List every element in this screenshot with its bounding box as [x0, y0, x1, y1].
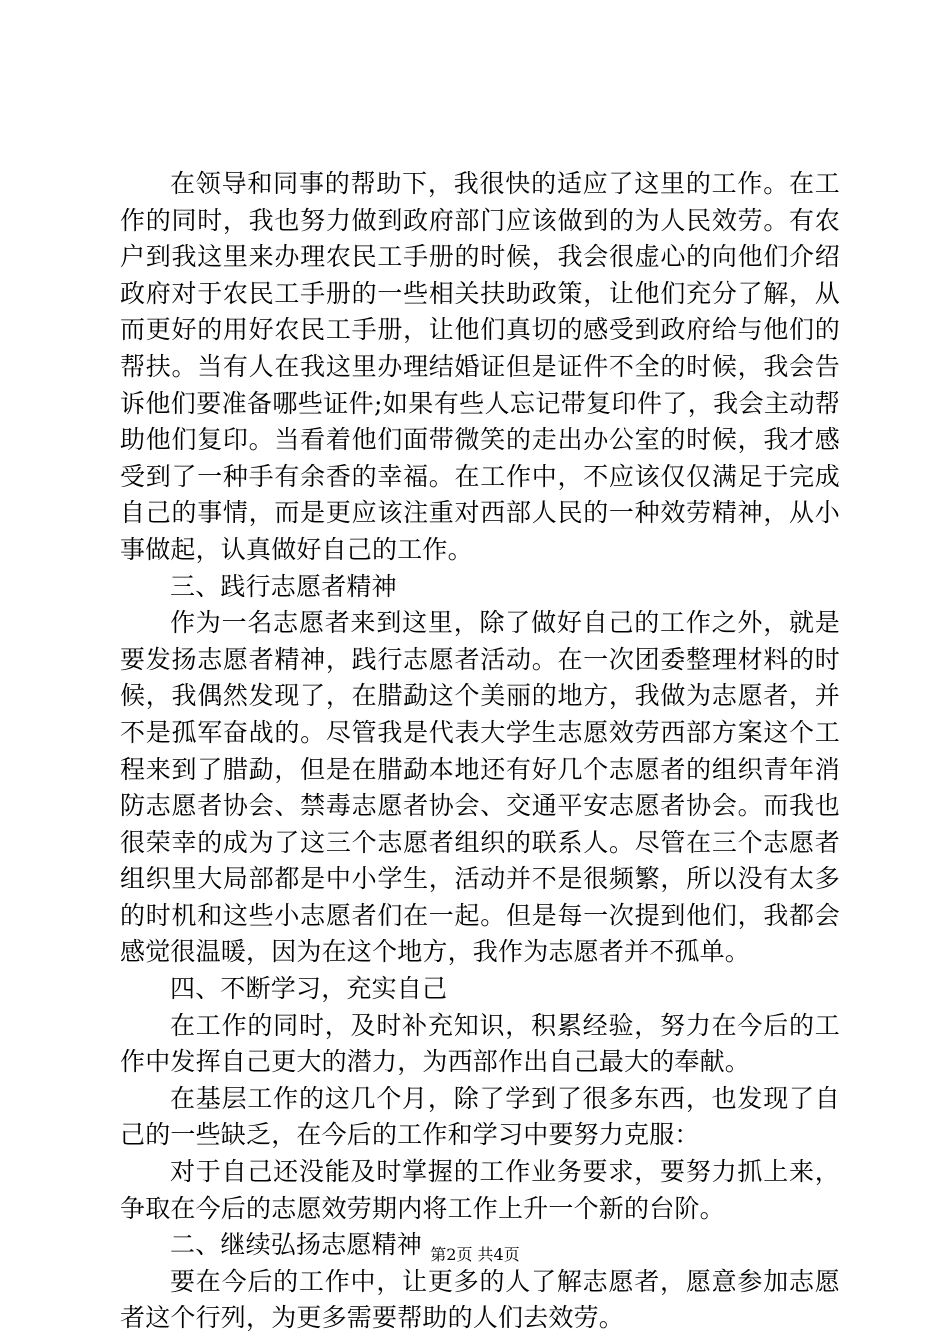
- section-heading: 四、不断学习，充实自己: [170, 974, 448, 1004]
- page-number: 第2页 共4页: [430, 1245, 520, 1264]
- body-paragraph: 对于自己还没能及时掌握的工作业务要求，要努力抓上来，争取在今后的志愿效劳期内将工作上升一个新的台阶。: [120, 1157, 840, 1223]
- section-heading: 三、践行志愿者精神: [170, 571, 397, 601]
- body-paragraph: 要在今后的工作中，让更多的人了解志愿者，愿意参加志愿者这个行列，为更多需要帮助的人们去效劳。: [120, 1266, 840, 1333]
- section-heading: 二、继续弘扬志愿精神: [170, 1230, 423, 1260]
- page-footer: [0, 1244, 950, 1266]
- body-paragraph: 在工作的同时，及时补充知识，积累经验，努力在今后的工作中发挥自己更大的潜力，为西部作出自己最大的奉献。: [120, 1010, 840, 1077]
- body-paragraph: 在领导和同事的帮助下，我很快的适应了这里的工作。在工作的同时，我也努力做到政府部门应该做到的为人民效劳。有农户到我这里来办理农民工手册的时候，我会很虚心的向他们介绍政府对于农民工手册的一些相关扶助政策，让他们充分了解，从而更好的用好农民工手册，让他们真切的感受到政府给与他们的帮扶。当有人在我这里办理结婚证但是证件不全的时候，我会告诉他们要准备哪些证件;如果有些人忘记带复印件了，我会主动帮助他们复印。当看着他们面带微笑的走出办公室的时候，我才感受到了一种手有余香的幸福。在工作中，不应该仅仅满足于完成自己的事情，而是更应该注重对西部人民的一种效劳精神，从小事做起，认真做好自己的工作。: [120, 169, 840, 564]
- body-paragraph: 在基层工作的这几个月，除了学到了很多东西，也发现了自己的一些缺乏，在今后的工作和学习中要努力克服：: [120, 1083, 840, 1150]
- document-body: [120, 166, 840, 1337]
- body-paragraph: 作为一名志愿者来到这里，除了做好自己的工作之外，就是要发扬志愿者精神，践行志愿者活动。在一次团委整理材料的时候，我偶然发现了，在腊勐这个美丽的地方，我做为志愿者，并不是孤军奋战的。尽管我是代表大学生志愿效劳西部方案这个工程来到了腊勐，但是在腊勐本地还有好几个志愿者的组织青年消防志愿者协会、禁毒志愿者协会、交通平安志愿者协会。而我也很荣幸的成为了这三个志愿者组织的联系人。尽管在三个志愿者组织里大局部都是中小学生，活动并不是很频繁，所以没有太多的时机和这些小志愿者们在一起。但是每一次提到他们，我都会感觉很温暖，因为在这个地方，我作为志愿者并不孤单。: [120, 608, 840, 967]
